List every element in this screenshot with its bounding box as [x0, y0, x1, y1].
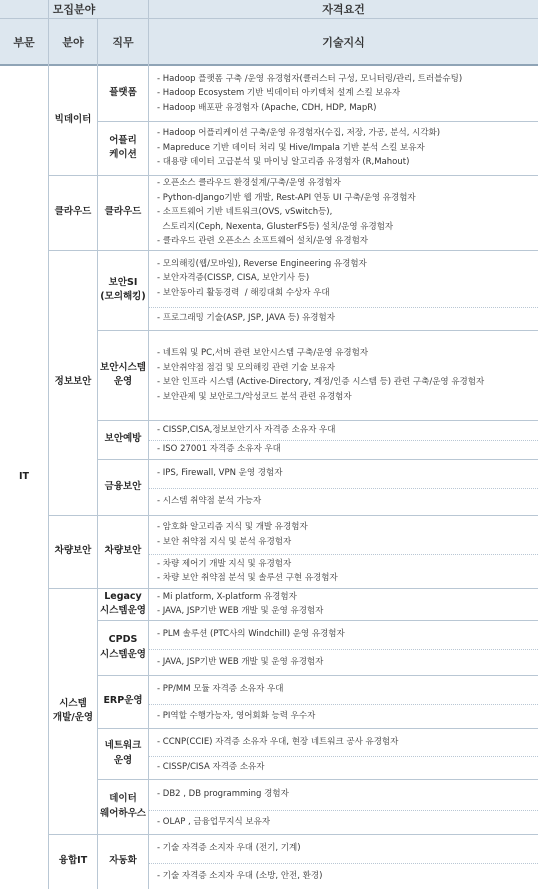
requirement-block	[149, 735, 538, 750]
row-divider	[98, 620, 538, 621]
requirement-line: - 보안취약점 점검 및 모의해킹 관련 기술 보유자	[157, 362, 335, 373]
field-cell: 빅데이터	[54, 114, 92, 126]
field-cell: 융합IT	[58, 855, 88, 867]
requirement-block	[149, 841, 538, 856]
requirement-block	[149, 682, 538, 697]
job-cell: 보안SI (모의해킹)	[100, 276, 146, 302]
requirement-line: - Mapreduce 기반 데이터 처리 및 Hive/Impala 기반 분석 스킬 보유자	[157, 142, 425, 153]
requirement-block	[149, 494, 538, 509]
requirement-line: - 보안자격증(CISSP, CISA, 보안기사 등)	[157, 273, 310, 284]
requirement-block	[149, 126, 538, 170]
field-cell: 시스템 개발/운영	[52, 697, 94, 723]
requirement-line: - 기술 자격증 소지자 우대 (전기, 기계)	[157, 843, 301, 854]
requirement-block	[149, 257, 538, 301]
requirement-block	[149, 442, 538, 457]
requirement-line: - 보안 취약점 지식 및 분석 유경험자	[157, 536, 292, 547]
row-divider	[98, 675, 538, 676]
requirement-block	[149, 760, 538, 775]
field-cell: 정보보안	[54, 376, 92, 388]
requirement-line: - 오픈소스 클라우드 환경설계/구축/운영 유경험자	[157, 178, 341, 189]
requirement-line: - 클라우드 관련 오픈소스 소프트웨어 설치/운영 유경험자	[157, 236, 368, 247]
job-cell: Legacy 시스템운영	[100, 590, 146, 616]
requirement-line: - OLAP , 금융업무지식 보유자	[157, 816, 271, 827]
header-rule	[0, 64, 538, 66]
requirement-line: - 대용량 데이터 고급분석 및 마이닝 알고리즘 유경험자 (R,Mahout)	[157, 157, 410, 168]
field-cell: 클라우드	[54, 206, 92, 218]
requirement-line: - Python-dJango기반 웹 개발, Rest-API 연동 UI 구축/운영 유경험자	[157, 192, 416, 203]
division-cell: IT	[18, 471, 29, 483]
job-cell: ERP운영	[103, 695, 143, 707]
row-divider	[98, 121, 538, 122]
block-divider	[149, 488, 538, 489]
row-divider	[0, 18, 538, 19]
requirement-line: - 차량 제어기 개발 지식 및 유경험자	[157, 558, 292, 569]
block-divider	[149, 704, 538, 705]
requirement-line: - 소프트웨어 기반 네트워크(OVS, vSwitch등),	[157, 207, 333, 218]
requirement-line: - DB2 , DB programming 경험자	[157, 789, 289, 800]
requirement-block	[149, 520, 538, 549]
block-divider	[149, 756, 538, 757]
requirement-block	[149, 466, 538, 481]
requirement-line: - ISO 27001 자격증 소유자 우대	[157, 444, 281, 455]
requirement-line: - CISSP,CISA,정보보안기사 자격증 소유자 우대	[157, 424, 336, 435]
row-divider	[98, 779, 538, 780]
requirement-line: - Hadoop 플랫폼 구축 /운영 유경험자(클러스터 구성, 모니터링/관리, 트러블슈팅)	[157, 73, 463, 84]
requirement-block	[149, 869, 538, 884]
job-cell: 네트워크 운영	[104, 740, 142, 766]
block-divider	[149, 810, 538, 811]
requirement-line: - JAVA, JSP기반 WEB 개발 및 운영 유경험자	[157, 606, 324, 616]
row-divider	[98, 728, 538, 729]
requirement-line: - 시스템 취약점 분석 가능자	[157, 496, 262, 507]
requirement-line: - PP/MM 모듈 자격증 소유자 우대	[157, 684, 284, 695]
requirement-line: - Hadoop 배포판 유경험자 (Apache, CDH, HDP, MapR)	[157, 102, 377, 113]
requirement-block	[149, 423, 538, 438]
block-divider	[149, 440, 538, 441]
column-divider	[148, 0, 149, 889]
block-divider	[149, 554, 538, 555]
requirement-block	[149, 709, 538, 724]
job-cell: 플랫폼	[109, 87, 137, 99]
requirement-line: - 보안관제 및 보안로그/악성코드 분석 관련 유경험자	[157, 391, 352, 402]
job-cell: 데이터 웨어하우스	[100, 793, 146, 819]
requirement-block	[149, 627, 538, 642]
job-cell: CPDS 시스템운영	[100, 634, 146, 660]
header-group-requirements: 자격요건	[149, 0, 538, 18]
row-divider	[98, 420, 538, 421]
requirement-line: - Mi platform, X-platform 유경험자	[157, 591, 297, 602]
requirement-block	[149, 815, 538, 830]
job-cell: 보안시스템 운영	[100, 361, 146, 387]
requirement-block	[149, 311, 538, 326]
requirement-line: - 보안 인프라 시스템 (Active-Directory, 계정/인증 시스템 등) 관련 구축/운영 유경험자	[157, 377, 485, 387]
job-cell: 클라우드	[104, 206, 142, 218]
requirement-block	[149, 590, 538, 619]
requirement-line: - JAVA, JSP기반 WEB 개발 및 운영 유경험자	[157, 656, 324, 667]
requirement-block	[149, 557, 538, 586]
requirement-line: - 차량 보안 취약점 분석 및 솔루션 구현 유경험자	[157, 573, 338, 583]
row-divider	[49, 515, 538, 516]
header-group-recruit: 모집분야	[0, 0, 148, 18]
requirement-line: - PI역할 수행가능자, 영어회화 능력 우수자	[157, 710, 316, 721]
job-cell: 차량보안	[104, 545, 142, 557]
job-cell: 자동화	[109, 855, 137, 867]
requirement-line: - CISSP/CISA 자격증 소유자	[157, 762, 265, 773]
header-col-job: 직무	[98, 19, 148, 64]
block-divider	[149, 649, 538, 650]
requirement-line: - PLM 솔루션 (PTC사의 Windchill) 운영 유경험자	[157, 629, 345, 640]
row-divider	[98, 330, 538, 331]
job-cell: 어플리 케이션	[109, 134, 137, 160]
header-col-skills: 기술지식	[149, 19, 538, 64]
requirement-block	[149, 72, 538, 116]
requirement-block	[149, 176, 538, 249]
requirement-line: - 네트워 및 PC,서버 관련 보안시스템 구축/운영 유경험자	[157, 348, 369, 358]
requirement-line: - 보안동아리 활동경력 / 해킹대회 수상자 우대	[157, 287, 330, 298]
requirement-line: 스토리지(Ceph, Nexenta, GlusterFS등) 설치/운영 유경험자	[157, 221, 394, 232]
requirement-line: - 암호화 알고리즘 지식 및 개발 유경험자	[157, 522, 308, 532]
job-cell: 금융보안	[104, 480, 142, 492]
job-cell: 보안예방	[104, 433, 142, 445]
block-divider	[149, 307, 538, 308]
requirement-line: - 프로그래밍 기술(ASP, JSP, JAVA 등) 유경험자	[157, 313, 335, 324]
header-col-field: 분야	[49, 19, 97, 64]
requirement-line: - 기술 자격증 소지자 우대 (소방, 안전, 환경)	[157, 870, 323, 881]
column-divider	[48, 0, 49, 889]
requirement-line: - Hadoop Ecosystem 기반 빅데이터 아키텍처 설계 스킬 보유자	[157, 88, 401, 99]
requirement-line: - CCNP(CCIE) 자격증 소유자 우대, 현장 네트워크 공사 유경험자	[157, 736, 399, 747]
requirement-line: - IPS, Firewall, VPN 운영 경험자	[157, 468, 283, 479]
row-divider	[49, 588, 538, 589]
row-divider	[49, 175, 538, 176]
requirement-block	[149, 655, 538, 670]
header-col-division: 부문	[0, 19, 48, 64]
requirement-line: - Hadoop 어플리케이션 구축/운영 유경험자(수집, 저장, 가공, 분석, 시각화)	[157, 128, 441, 139]
requirement-block	[149, 787, 538, 802]
block-divider	[149, 863, 538, 864]
row-divider	[49, 834, 538, 835]
column-divider	[97, 19, 98, 889]
row-divider	[98, 459, 538, 460]
row-divider	[49, 250, 538, 251]
field-cell: 차량보안	[54, 545, 92, 557]
requirement-block	[149, 346, 538, 404]
requirement-line: - 모의해킹(웹/모바일), Reverse Engineering 유경험자	[157, 258, 367, 269]
